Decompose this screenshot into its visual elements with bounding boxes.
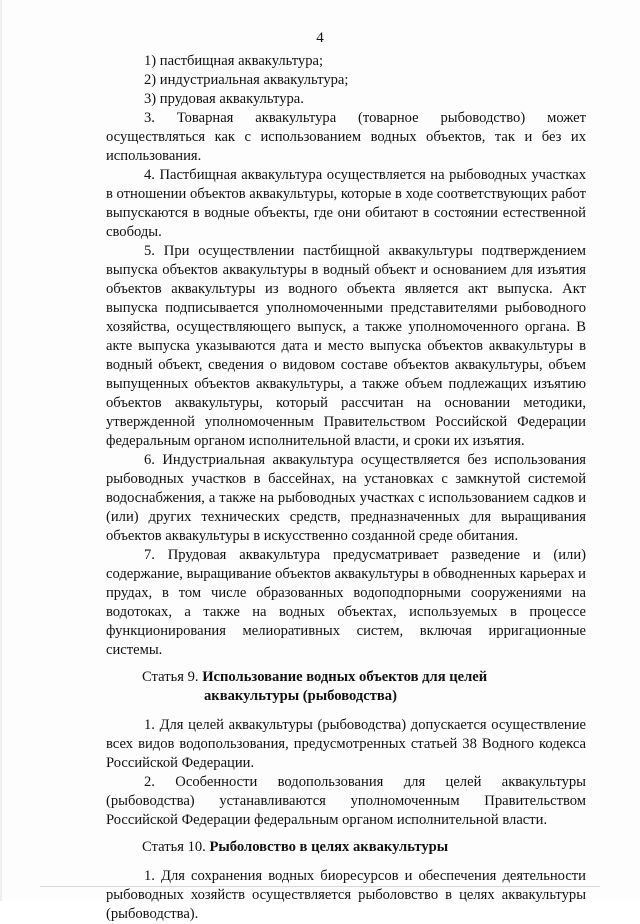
scan-bottom-edge [40, 886, 600, 887]
paragraph: 1. Для целей аквакультуры (рыбоводства) допускается осуществление всех видов водопользования, предусмотренных статьей 38 Водного кодекса Российской Федерации. [106, 717, 586, 771]
article-10-heading [106, 838, 586, 857]
article-9-heading [106, 668, 586, 706]
list-item: 2) индустриальная аквакультура; [144, 72, 349, 88]
paragraph: 2. Особенности водопользования для целей аквакультуры (рыбоводства) устанавливаются уполномоченным Правительством Российской Федерации федеральным органом исполнительной власти. [106, 774, 586, 828]
article-9-title-line2: аквакультуры (рыбоводства) [204, 688, 397, 704]
article-10-prefix: Статья 10. [142, 839, 210, 855]
list-item: 3) прудовая аквакультура. [144, 91, 304, 107]
paragraph: 5. При осуществлении пастбищной аквакультуры подтверждением выпуска объектов аквакультуры в водный объект и основанием для изъятия объектов аквакультуры из водного объекта является акт выпуска. Акт выпуска подписывается уполномоченными представителями рыбоводного хозяйства, осуществляющего выпуск, а также уполномоченного органа. В акте выпуска указываются дата и место выпуска объектов аквакультуры в водный объект, сведения о видовом составе объектов аквакультуры, объем выпущенных объектов аквакультуры, а также объем подлежащих изъятию объектов аквакультуры, который рассчитан на основании методики, утвержденной уполномоченным Правительством Российской Федерации федеральным органом исполнительной власти, и сроки их изъятия. [106, 243, 586, 449]
paragraph: 3. Товарная аквакультура (товарное рыбоводство) может осуществляться как с использованием водных объектов, так и без их использования. [106, 110, 586, 164]
page-number: 4 [316, 30, 324, 46]
paragraph: 7. Прудовая аквакультура предусматривает разведение и (или) содержание, выращивание объектов аквакультуры в обводненных карьерах и прудах, в том числе образованных водоподпорными сооружениями на водотоках, а также на водных объектах, используемых в процессе функционирования мелиоративных систем, включая ирригационные системы. [106, 547, 586, 658]
scan-edge [0, 0, 2, 901]
article-9-title-line1: Использование водных объектов для целей [202, 669, 488, 685]
paragraph: 1. Для сохранения водных биоресурсов и обеспечения деятельности рыбоводных хозяйств осуществляется рыболовство в целях аквакультуры (рыбоводства). [106, 868, 586, 922]
list-item: 1) пастбищная аквакультура; [144, 53, 324, 69]
document-body [106, 52, 586, 924]
paragraph: 4. Пастбищная аквакультура осуществляется на рыбоводных участках в отношении объектов аквакультуры, которые в ходе соответствующих работ выпускаются в водные объекты, где они обитают в состоянии естественной свободы. [106, 167, 586, 240]
article-9-prefix: Статья 9. [142, 669, 203, 685]
paragraph: 6. Индустриальная аквакультура осуществляется без использования рыбоводных участков в бассейнах, на установках с замкнутой системой водоснабжения, а также на рыбоводных участках с использованием садков и (или) других технических средств, предназначенных для выращивания объектов аквакультуры в искусственно созданной среде обитания. [106, 452, 586, 544]
article-10-title: Рыболовство в целях аквакультуры [209, 839, 449, 855]
